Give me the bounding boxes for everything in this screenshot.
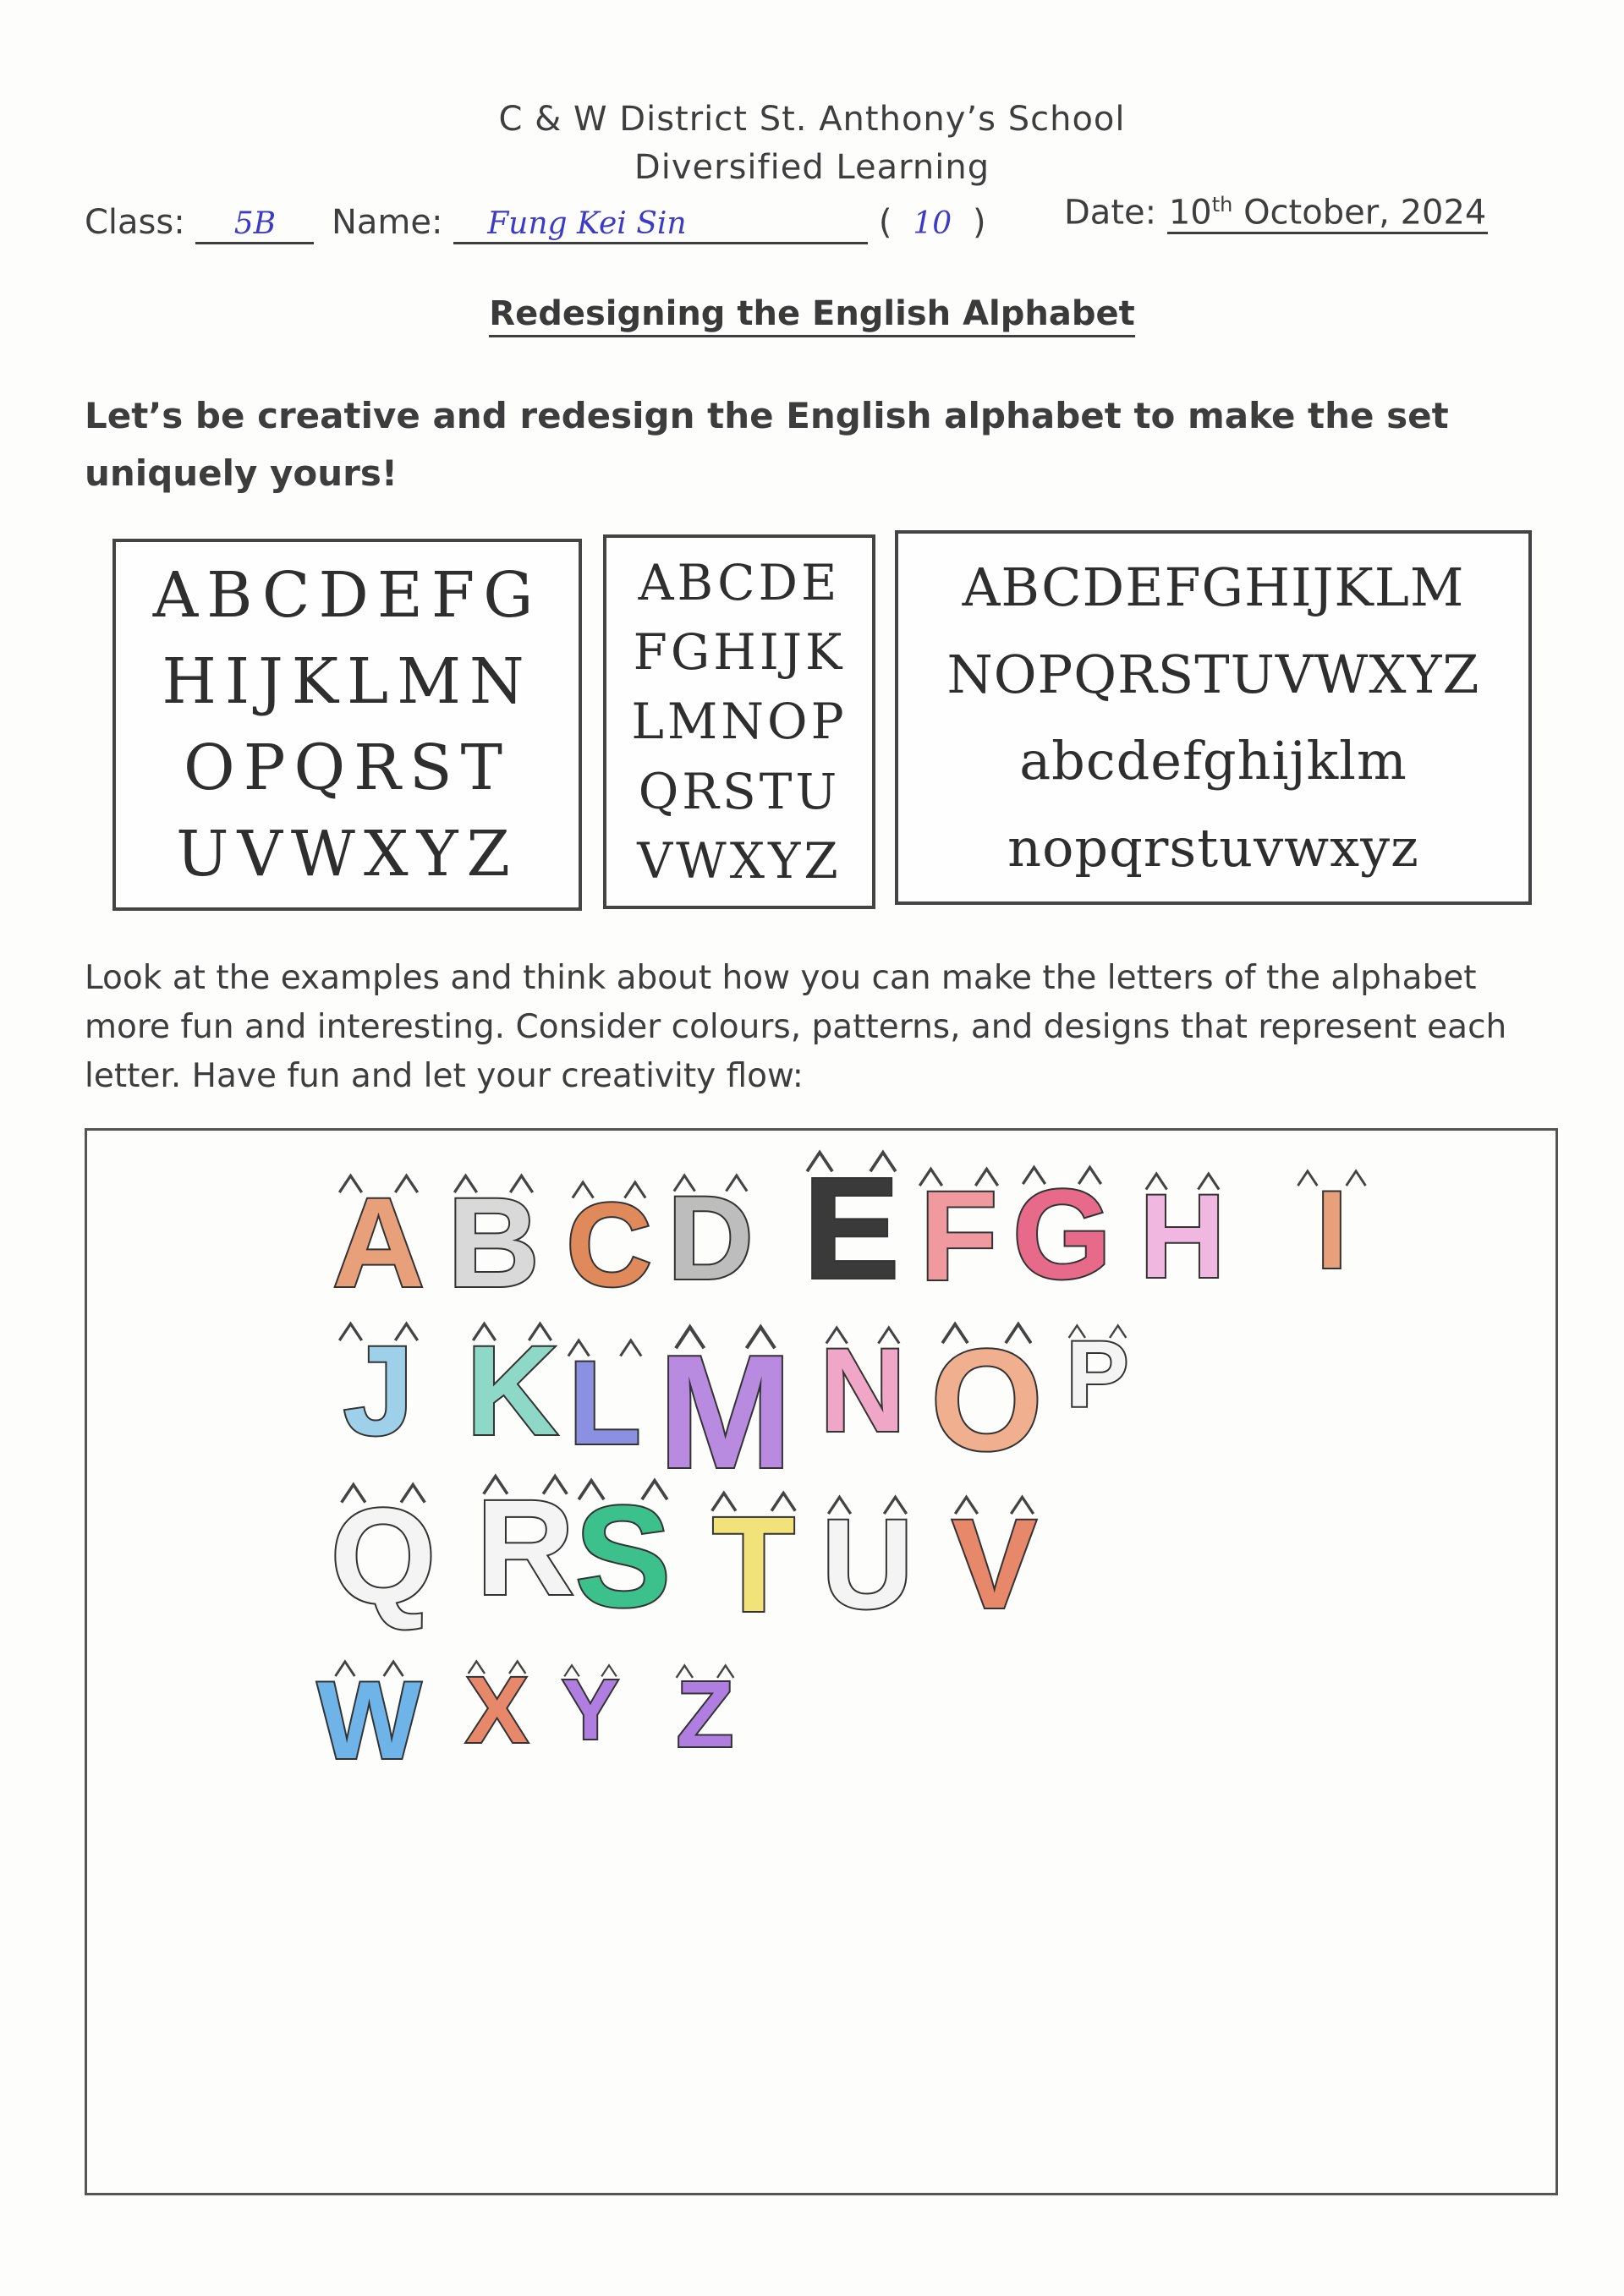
class-value: 5B xyxy=(233,206,277,241)
drawn-letter-v xyxy=(924,1494,1064,1634)
box1-row: OPQRST xyxy=(184,732,511,804)
drawn-letter-x xyxy=(446,1659,548,1762)
drawn-letter-glyph: N xyxy=(820,1323,906,1456)
prompt-text: Let’s be creative and redesign the English alphabet to make the set uniquely yours! xyxy=(85,395,1449,494)
school-name: C & W District St. Anthony’s School xyxy=(498,100,1126,139)
drawn-letter-glyph: Q xyxy=(330,1480,436,1631)
instructions-text: Look at the examples and think about how you can make the letters of the alphabet more fun and interesting. Consider colours, patterns, and designs that represent each letter. Have fun and let your creativity flow: xyxy=(85,959,1507,1095)
drawn-letter-glyph: F xyxy=(919,1164,998,1307)
example-box-1 xyxy=(112,539,582,911)
drawn-letter-glyph: H xyxy=(1139,1170,1226,1302)
worksheet-subtitle: Diversified Learning xyxy=(634,148,990,187)
box1-row: HIJKLMN xyxy=(162,645,533,718)
drawn-letter-glyph: S xyxy=(574,1476,672,1637)
drawn-letter-s xyxy=(544,1477,702,1636)
box3-row: abcdefghijklm xyxy=(1019,730,1407,792)
number-value[interactable]: 10 xyxy=(913,206,952,241)
example-box-3-rows xyxy=(898,534,1528,901)
name-value: Fung Kei Sin xyxy=(487,206,687,241)
date-day: 10 xyxy=(1168,193,1212,233)
drawn-letter-glyph: O xyxy=(930,1319,1043,1481)
drawn-letter-glyph: A xyxy=(332,1171,425,1313)
name-row xyxy=(332,203,986,244)
drawn-letter-u xyxy=(798,1494,937,1634)
drawn-letter-glyph: D xyxy=(667,1171,754,1304)
box2-row: VWXYZ xyxy=(637,831,842,890)
example-box-2-rows xyxy=(606,538,872,906)
class-label: Class: xyxy=(85,203,185,242)
drawn-letter-glyph: U xyxy=(821,1493,914,1635)
box2-row: ABCDE xyxy=(638,554,841,612)
drawn-letter-q xyxy=(309,1482,458,1630)
box1-row: ABCDEFG xyxy=(152,559,542,632)
drawn-letter-glyph: J xyxy=(343,1319,414,1461)
number-close-paren: ) xyxy=(972,203,986,242)
date-row xyxy=(1064,193,1488,234)
drawn-letter-glyph: R xyxy=(476,1471,574,1623)
drawn-letter-glyph: K xyxy=(466,1319,558,1461)
box2-row: QRSTU xyxy=(638,762,841,820)
box3-row: NOPQRSTUVWXYZ xyxy=(946,643,1480,705)
example-box-2 xyxy=(603,534,875,909)
drawn-letter-o xyxy=(908,1321,1066,1479)
drawn-letter-glyph: T xyxy=(712,1488,795,1640)
drawn-letter-glyph: M xyxy=(658,1322,793,1502)
example-box-1-rows xyxy=(116,542,579,907)
drawn-letter-h xyxy=(1117,1171,1248,1301)
drawn-letter-glyph: B xyxy=(447,1171,540,1313)
name-label: Name: xyxy=(332,203,443,242)
drawn-letter-glyph: I xyxy=(1316,1167,1347,1291)
drawn-letter-glyph: Z xyxy=(676,1663,734,1767)
drawn-letter-j xyxy=(309,1321,448,1460)
drawn-letter-glyph: E xyxy=(803,1148,900,1309)
drawn-letter-b xyxy=(424,1173,563,1312)
drawing-area[interactable] xyxy=(85,1128,1558,2195)
drawn-letter-glyph: V xyxy=(952,1493,1037,1635)
drawn-letter-g xyxy=(992,1164,1132,1304)
drawn-letter-w xyxy=(309,1659,430,1780)
class-field[interactable] xyxy=(195,203,314,244)
drawn-letter-glyph: C xyxy=(566,1178,652,1311)
box3-row: ABCDEFGHIJKLM xyxy=(962,556,1465,618)
box2-row: FGHIJK xyxy=(633,623,846,682)
drawn-letter-d xyxy=(645,1173,776,1303)
date-rest: October, 2024 xyxy=(1243,193,1487,233)
name-field[interactable] xyxy=(453,203,868,244)
drawn-letter-glyph: L xyxy=(568,1336,641,1469)
date-suffix: th xyxy=(1211,193,1233,216)
drawn-letter-glyph: P xyxy=(1066,1323,1129,1427)
drawn-letter-glyph: Y xyxy=(562,1662,619,1757)
drawn-letter-y xyxy=(544,1663,637,1756)
worksheet-title-text: Redesigning the English Alphabet xyxy=(489,294,1134,337)
example-box-3 xyxy=(895,530,1532,905)
date-field[interactable] xyxy=(1167,193,1489,234)
info-row xyxy=(85,203,314,244)
box2-row: LMNOP xyxy=(631,693,848,751)
drawn-letter-i xyxy=(1271,1169,1392,1290)
worksheet-title xyxy=(0,294,1624,333)
box3-row: nopqrstuvwxyz xyxy=(1007,817,1419,879)
drawn-letter-glyph: X xyxy=(465,1658,529,1762)
date-label: Date: xyxy=(1064,193,1157,233)
drawn-letter-glyph: G xyxy=(1012,1163,1111,1305)
number-open-paren: ( xyxy=(878,203,892,242)
drawn-letter-glyph: W xyxy=(317,1658,421,1782)
box1-row: UVWXYZ xyxy=(176,818,518,890)
drawn-letter-p xyxy=(1046,1323,1149,1426)
drawn-letter-z xyxy=(654,1663,756,1766)
